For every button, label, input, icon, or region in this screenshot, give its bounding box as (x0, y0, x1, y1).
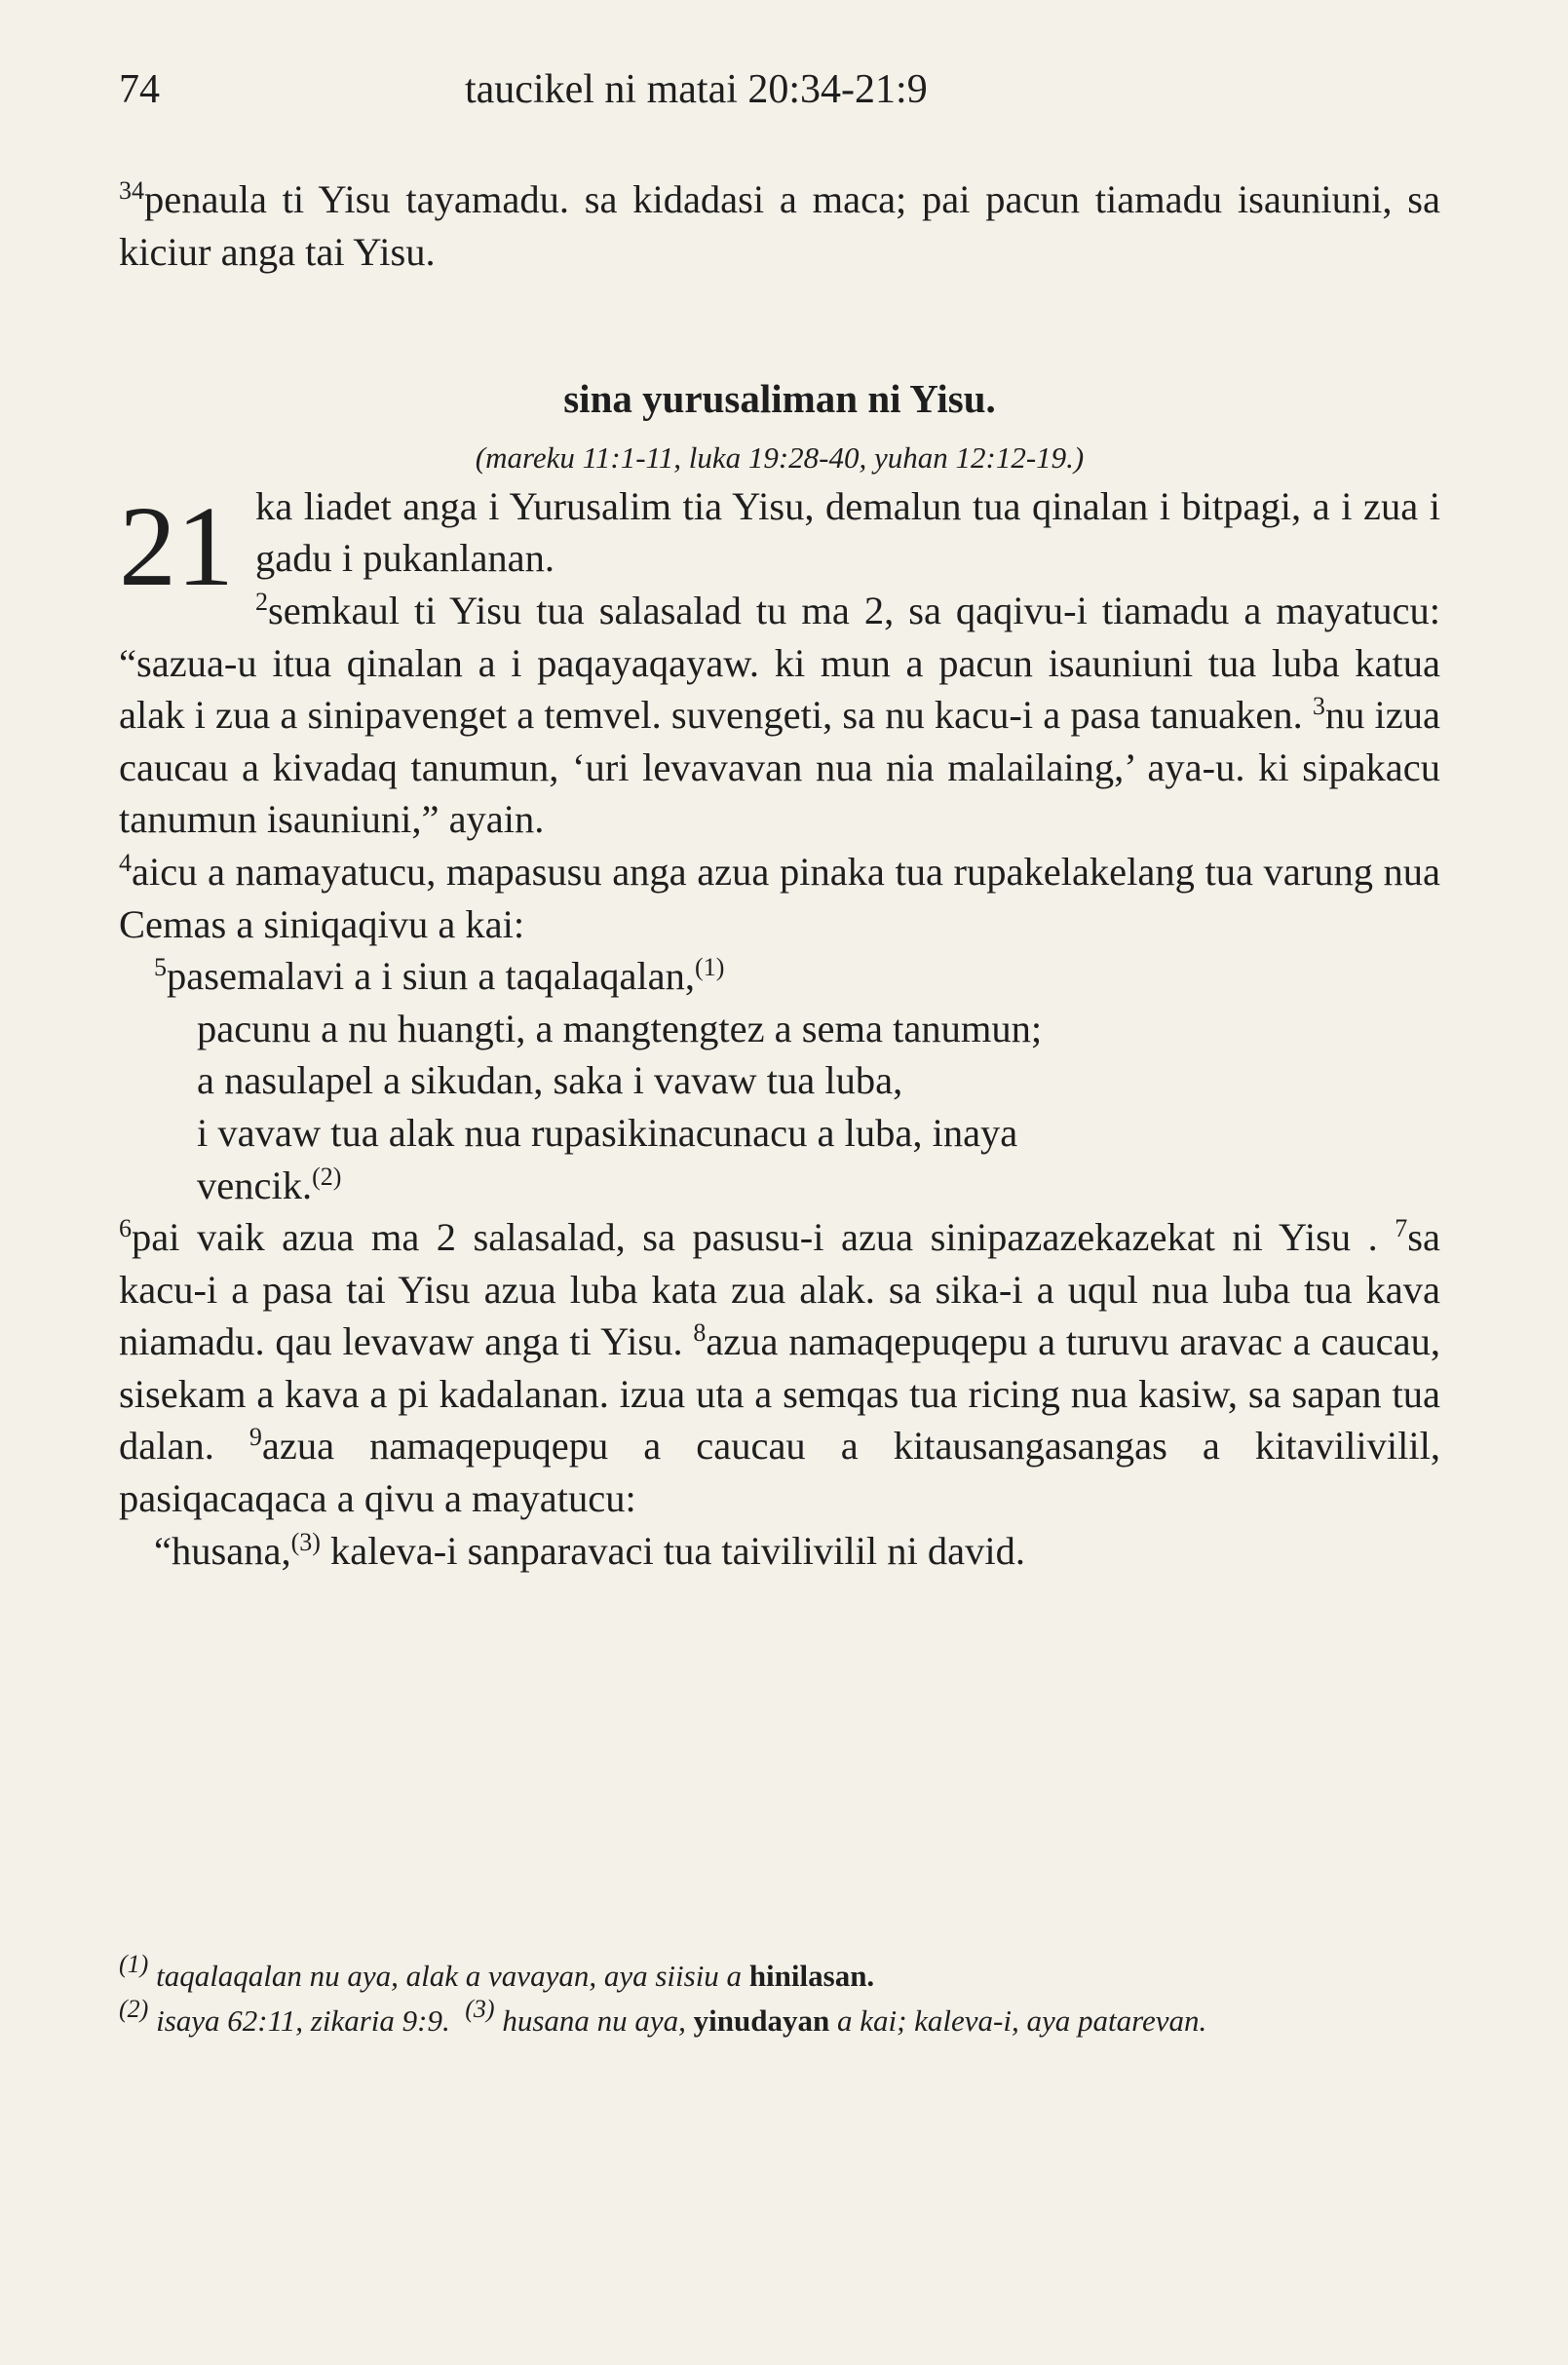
verse-number: 34 (119, 176, 144, 205)
verse-text: nu izua caucau a kivadaq tanumun, ‘uri levavavan nua nia malailaing,’ aya-u. ki sipakacu tanumun isauniuni,” ayain. (119, 693, 1441, 842)
verse-9-quote (119, 1525, 1440, 1578)
verse-text: azua namaqepuqepu a caucau a kitausangasangas a kitavilivilil, pasiqacaqaca a qivu a mayatucu: (119, 1424, 1441, 1521)
verse-34 (119, 173, 1440, 278)
running-title: taucikel ni matai 20:34-21:9 (465, 67, 928, 112)
verse-text: aicu a namayatucu, mapasusu anga azua pinaka tua rupakelakelang tua varung nua Cemas a siniqaqivu a kai: (119, 849, 1440, 946)
page-body (119, 173, 1440, 1577)
footnote-marker: (1) (695, 953, 725, 982)
page-number: 74 (119, 67, 160, 112)
section-heading: sina yurusaliman ni Yisu. (563, 376, 996, 422)
footnote-bold: yinudayan (693, 2003, 830, 2038)
verse-number: 3 (1312, 692, 1325, 721)
chapter-21-verse-1 (119, 480, 1440, 610)
verse-number: 6 (119, 1214, 132, 1243)
verse-number: 9 (249, 1423, 262, 1452)
poetry-line: kaleva-i sanparavaci tua taivilivilil ni david. (330, 1528, 1026, 1573)
footnote-marker: (2) (312, 1162, 342, 1191)
verse-text: semkaul ti Yisu tua salasalad tu ma 2, sa qaqivu-i tiamadu a mayatucu: “sazua-u itua qinalan a i paqayaqayaw. ki mun a pacun isauniuni tua luba katua alak i zua a sinipavenget a temvel. suvengeti, sa nu kacu-i a pasa tanuaken. (119, 588, 1440, 738)
cross-reference: (mareku 11:1-11, luka 19:28-40, yuhan 12:12-19.) (475, 439, 1085, 475)
verse-number: 5 (154, 953, 167, 982)
verse-number: 7 (1395, 1214, 1408, 1243)
chapter-number: 21 (119, 481, 234, 610)
verse-2-3 (119, 585, 1440, 846)
footnote-marker: (3) (290, 1527, 321, 1556)
verse-text: azua namaqepuqepu a turuvu aravac a caucau, sisekam a kava a pi kadalanan. izua uta a semqas tua ricing nua kasiw, sa sapan tua dalan. (119, 1319, 1440, 1469)
footnote-2-3 (119, 1995, 1327, 2043)
verse-number: 2 (255, 587, 268, 616)
footnote-1 (119, 1950, 1327, 1999)
footnote-bold: hinilasan. (748, 1959, 875, 1993)
footnote-text: taqalaqalan nu aya, alak a vavayan, aya siisiu a (156, 1959, 743, 1993)
verse-5-line-1 (119, 950, 1440, 1003)
footnote-text: husana nu aya, (502, 2003, 686, 2038)
poetry-line: pasemalavi a i siun a taqalaqalan, (167, 954, 696, 999)
poetry-line: “husana, (154, 1528, 291, 1573)
verse-text: pai vaik azua ma 2 salasalad, sa pasusu-i azua sinipazazekazekat ni Yisu . (132, 1215, 1378, 1260)
verse-5-line-5 (119, 1160, 1440, 1212)
page-header (119, 66, 1103, 125)
verse-text: sa kacu-i a pasa tai Yisu azua luba kata zua alak. sa sika-i a uqul nua luba tua kava niamadu. qau levavaw anga ti Yisu. (119, 1215, 1440, 1364)
verse-5-line-2: pacunu a nu huangti, a mangtengtez a sema tanumun; (197, 1006, 1043, 1050)
verse-5-line-4: i vavaw tua alak nua rupasikinacunacu a luba, inaya (197, 1110, 1018, 1155)
verse-4 (119, 846, 1440, 950)
footnote-text: a kai; kaleva-i, aya patarevan. (836, 2003, 1207, 2038)
poetry-line: vencik. (197, 1163, 313, 1207)
verse-text: penaula ti Yisu tayamadu. sa kidadasi a maca; pai pacun tiamadu isauniuni, sa kiciur anga tai Yisu. (119, 177, 1440, 274)
footnote-text: isaya 62:11, zikaria 9:9. (156, 2003, 450, 2038)
verse-6-9 (119, 1211, 1440, 1525)
footnotes (119, 1950, 1327, 2043)
verse-text: ka liadet anga i Yurusalim tia Yisu, demalun tua qinalan i bitpagi, a i zua i gadu i pukanlanan. (255, 483, 1440, 581)
verse-number: 4 (119, 848, 132, 877)
footnote-marker: (2) (119, 1995, 149, 2023)
footnote-marker: (3) (465, 1995, 495, 2023)
verse-number: 8 (693, 1318, 707, 1348)
verse-5-line-3: a nasulapel a sikudan, saka i vavaw tua luba, (197, 1058, 903, 1103)
footnote-marker: (1) (119, 1950, 149, 1978)
